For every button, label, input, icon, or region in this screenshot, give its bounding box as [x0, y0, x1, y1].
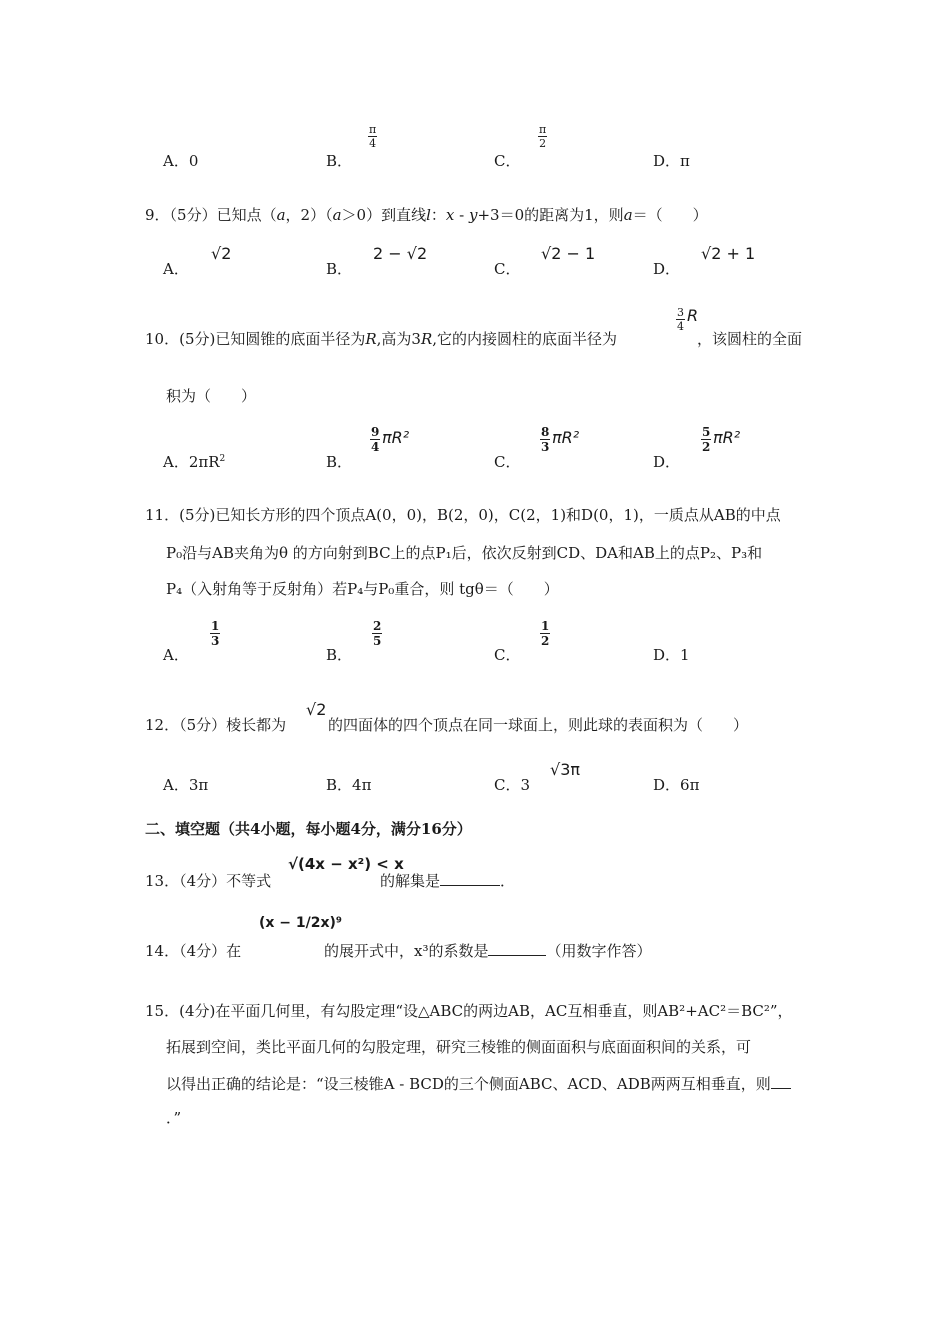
stem-text: 的展开式中，x³的系数是	[324, 942, 489, 960]
option-label: B．	[326, 152, 353, 170]
question-number: 15．	[145, 1002, 180, 1020]
q12-option-d	[653, 774, 699, 795]
stem-text: 以得出正确的结论是：“设三棱锥A - BCD的三个侧面ABC、ACD、ADB两两互相垂直，则	[166, 1075, 771, 1093]
variable: a	[623, 206, 633, 224]
fraction-denominator: 4	[677, 320, 684, 333]
option-text: 1	[680, 646, 690, 664]
option-label: A．	[163, 776, 189, 794]
q15-stem-line3	[166, 1073, 791, 1094]
q10-stem-tail: ，该圆柱的全面	[697, 330, 803, 348]
q9-stem	[145, 204, 708, 225]
q11-option-c-label: C．	[494, 646, 521, 664]
q8-option-a	[163, 150, 198, 171]
fraction-numerator: 8	[541, 425, 550, 439]
stem-text: (4分)在平面几何里，有勾股定理“设△ABC的两边AB，AC互相垂直，则AB²+AC²＝BC²”，	[179, 1002, 793, 1020]
q10-option-b-fraction	[370, 426, 380, 453]
option-label: B．	[326, 776, 353, 794]
q10-option-a	[163, 451, 225, 472]
q10-option-c-label: C．	[494, 453, 521, 471]
q11-option-d	[653, 644, 690, 665]
stem-text: A(0，0)，B(2，0)，C(2，1)和D(0，1)，一质点从AB的中点	[365, 506, 781, 524]
option-text: 2πR	[188, 453, 220, 471]
q13-stem-b	[380, 870, 515, 891]
q11-option-c-fraction	[540, 620, 550, 647]
stem-text: （用数字作答）	[546, 942, 652, 960]
q11-stem-line2: P₀沿与AB夹角为θ 的方向射到BC上的点P₁后，依次反射到CD、DA和AB上的点P₂、P₃和	[166, 544, 763, 562]
q8-option-c	[494, 150, 520, 171]
variable: R	[420, 330, 433, 348]
q9-option-d-label: D．	[653, 260, 681, 278]
q9-option-b-math: 2 − √2	[373, 244, 428, 263]
fraction-numerator: 5	[702, 425, 711, 439]
q9-option-c-math: √2 − 1	[541, 244, 596, 263]
q10-option-d-tail: πR²	[713, 428, 741, 447]
q8-option-b	[326, 150, 352, 171]
q10-option-c-tail: πR²	[552, 428, 580, 447]
stem-text: ，2）（	[285, 206, 333, 224]
variable: x	[445, 206, 455, 224]
q8-option-c-fraction	[538, 124, 547, 149]
fraction-numerator: 9	[371, 425, 380, 439]
variable: R	[365, 330, 377, 348]
question-number: 9．	[145, 206, 170, 224]
fraction-numerator: π	[369, 123, 377, 136]
answer-blank[interactable]	[771, 1088, 791, 1089]
fraction-numerator: 1	[541, 619, 550, 633]
fraction-numerator: 2	[373, 619, 382, 633]
stem-text: (5分)已知长方形的四个顶点	[179, 506, 366, 524]
stem-text: +3＝0的距离为1，则	[477, 206, 624, 224]
stem-text: ,它的内接圆柱的底面半径为	[432, 330, 618, 348]
q8-option-d	[653, 150, 690, 171]
fraction-numerator: 3	[677, 306, 684, 319]
q13-stem-a	[145, 870, 271, 891]
q12-option-b	[326, 774, 371, 795]
q12-stem-a	[145, 714, 286, 735]
variable: a	[332, 206, 342, 224]
answer-blank[interactable]	[440, 885, 500, 886]
stem-text: （5分）棱长都为	[179, 716, 287, 734]
stem-text: （4分）不等式	[179, 872, 272, 890]
q10-option-c-fraction	[540, 426, 550, 453]
q12-option-c-math: √3π	[550, 760, 581, 779]
stem-text: ＝（ ）	[632, 206, 708, 224]
question-number: 12．	[145, 716, 180, 734]
option-text: 6π	[680, 776, 700, 794]
q10-stem-fraction	[676, 307, 685, 332]
stem-text: -	[454, 206, 469, 224]
q15-stem-line2: 拓展到空间，类比平面几何的勾股定理，研究三棱锥的侧面面积与底面面积间的关系，可	[166, 1038, 752, 1056]
q12-option-c	[494, 774, 530, 795]
stem-text: ：	[430, 206, 446, 224]
q14-stem-b	[324, 940, 652, 961]
stem-text: ＞0）到直线	[341, 206, 427, 224]
option-label: C．	[494, 776, 521, 794]
option-text: 3π	[188, 776, 209, 794]
question-number: 10．	[145, 330, 180, 348]
fraction-numerator: 1	[211, 619, 220, 633]
stem-text: （5分）已知点（	[169, 206, 277, 224]
q13-stem-math: √(4x − x²) < x	[288, 855, 404, 873]
question-number: 13．	[145, 872, 180, 890]
q10-option-b-tail: πR²	[382, 428, 410, 447]
variable: l	[426, 206, 431, 224]
q15-stem-line1	[145, 1000, 793, 1021]
q14-stem-math: (x − 1/2x)⁹	[259, 915, 343, 931]
q10-option-d-fraction	[701, 426, 711, 453]
q15-stem-line4: ．”	[166, 1109, 182, 1127]
stem-text: ,高为3	[376, 330, 421, 348]
option-text: 4π	[352, 776, 372, 794]
fraction-denominator: 3	[541, 440, 550, 454]
fraction-denominator: 2	[539, 137, 547, 150]
fraction-numerator: π	[539, 123, 547, 136]
fraction-denominator: 3	[211, 634, 220, 648]
q11-option-b-label: B．	[326, 646, 353, 664]
q11-option-b-fraction	[372, 620, 382, 647]
fraction-denominator: 2	[541, 634, 550, 648]
option-text: 3	[520, 776, 531, 794]
option-text: 0	[188, 152, 199, 170]
option-label: D．	[653, 776, 681, 794]
q10-stem-fraction-variable: R	[687, 306, 699, 325]
q9-option-c-label: C．	[494, 260, 521, 278]
fraction-denominator: 4	[369, 137, 377, 150]
q9-option-d-math: √2 + 1	[701, 244, 756, 263]
q12-stem-b: 的四面体的四个顶点在同一球面上，则此球的表面积为（ ）	[328, 716, 749, 734]
q11-stem-line1	[145, 504, 781, 525]
q12-stem-math: √2	[306, 700, 327, 719]
answer-blank[interactable]	[488, 955, 546, 956]
option-label: A．	[163, 453, 189, 471]
q11-stem-line3: P₄（入射角等于反射角）若P₄与P₀重合，则 tgθ＝（ ）	[166, 580, 559, 598]
option-text: π	[680, 152, 690, 170]
q9-option-a-label: A．	[163, 260, 189, 278]
variable: y	[469, 206, 478, 224]
question-number: 11．	[145, 506, 180, 524]
variable: a	[276, 206, 286, 224]
fraction-denominator: 4	[371, 440, 380, 454]
q12-option-a	[163, 774, 208, 795]
q10-stem-line2: 积为（ ）	[166, 387, 257, 405]
stem-text: ．	[500, 872, 516, 890]
q10-stem	[145, 328, 617, 349]
q11-option-a-fraction	[210, 620, 220, 647]
q10-option-d-label: D．	[653, 453, 681, 471]
q9-option-b-label: B．	[326, 260, 353, 278]
superscript: 2	[219, 454, 226, 464]
stem-text: （4分）在	[179, 942, 242, 960]
section-heading: 二、填空题（共4小题，每小题4分，满分16分）	[145, 820, 472, 838]
stem-text: (5分)已知圆锥的底面半径为	[179, 330, 366, 348]
stem-text: 的解集是	[380, 872, 441, 890]
option-label: C．	[494, 152, 521, 170]
fraction-denominator: 2	[702, 440, 711, 454]
question-number: 14．	[145, 942, 180, 960]
option-label: D．	[653, 152, 681, 170]
q8-option-b-fraction	[368, 124, 377, 149]
option-label: D．	[653, 646, 681, 664]
fraction-denominator: 5	[373, 634, 382, 648]
q11-option-a-label: A．	[163, 646, 189, 664]
q10-option-b-label: B．	[326, 453, 353, 471]
option-label: A．	[163, 152, 189, 170]
q14-stem-a	[145, 940, 241, 961]
q9-option-a-math: √2	[211, 244, 232, 263]
